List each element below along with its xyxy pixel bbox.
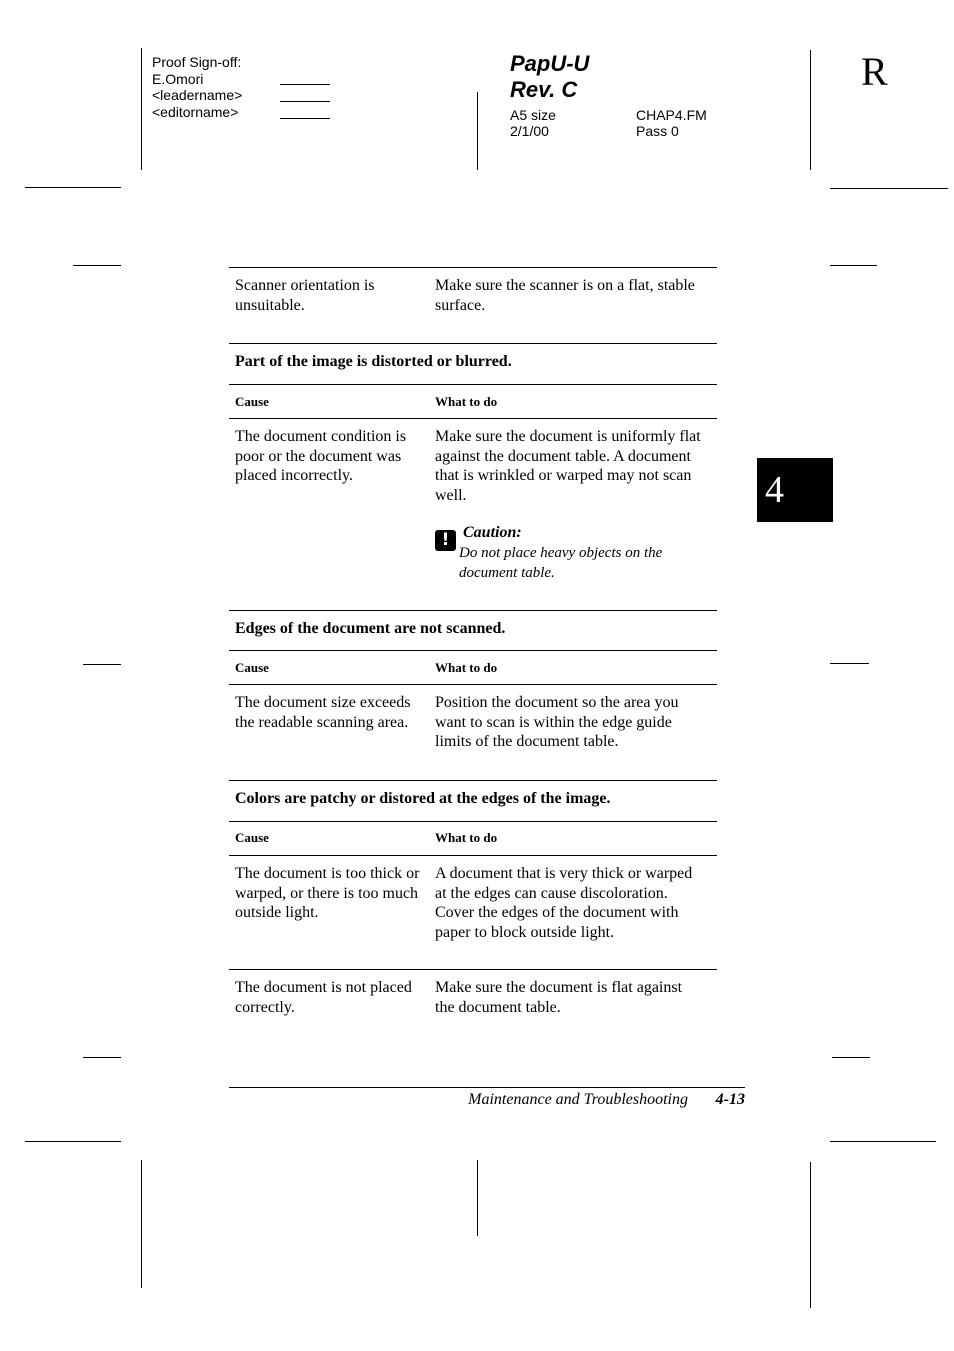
crop-line-bottom-left xyxy=(25,1141,121,1142)
remedy-cell: Make sure the scanner is on a flat, stable surface. xyxy=(435,277,695,314)
revision-label: Rev. C xyxy=(510,77,578,102)
table-rule xyxy=(229,684,717,685)
registration-mark: R xyxy=(861,49,888,94)
margin-mark-right-3 xyxy=(832,1057,870,1058)
column-header-what-to-do: What to do xyxy=(435,660,498,675)
column-header-what-to-do: What to do xyxy=(435,830,498,845)
table-rule xyxy=(229,969,717,970)
caution-title: Caution: xyxy=(463,524,522,541)
table-rule xyxy=(229,780,717,781)
table-rule xyxy=(229,418,717,419)
caution-text: Do not place heavy objects on the document table. xyxy=(459,545,663,581)
section-heading: Edges of the document are not scanned. xyxy=(235,620,506,637)
footer-rule xyxy=(229,1087,745,1088)
table-rule xyxy=(229,267,717,268)
remedy-cell: Position the document so the area you want to scan is within the edge guide limits of the document table. xyxy=(435,694,679,750)
cause-cell: The document is not placed correctly. xyxy=(235,979,412,1016)
margin-mark-left-1 xyxy=(73,265,121,266)
column-header-cause: Cause xyxy=(235,660,269,675)
footer-section-title: Maintenance and Troubleshooting xyxy=(468,1091,688,1108)
column-header-cause: Cause xyxy=(235,830,269,845)
crop-line-right-top xyxy=(810,50,811,170)
crop-line-top-right xyxy=(830,188,948,189)
column-header-what-to-do: What to do xyxy=(435,394,498,409)
crop-line-right-bottom xyxy=(810,1162,811,1308)
cause-cell: The document is too thick or warped, or there is too much outside light. xyxy=(235,865,420,921)
column-header-cause: Cause xyxy=(235,394,269,409)
margin-mark-right-2 xyxy=(830,663,869,664)
section-heading: Part of the image is distorted or blurred. xyxy=(235,353,512,370)
cause-cell: Scanner orientation is unsuitable. xyxy=(235,277,375,314)
proof-signoff-line-1: E.Omori xyxy=(152,71,204,87)
page-size-label: A5 size xyxy=(510,107,556,123)
caution-exclamation-icon: ! xyxy=(435,530,456,551)
proof-signoff-title: Proof Sign-off: xyxy=(152,54,242,70)
table-rule xyxy=(229,610,717,611)
signoff-blank-2 xyxy=(280,101,330,102)
margin-mark-right-1 xyxy=(830,265,877,266)
crop-line-left-bottom xyxy=(141,1160,142,1288)
file-name-label: CHAP4.FM xyxy=(636,107,707,123)
margin-mark-left-2 xyxy=(83,664,121,665)
proof-signoff-line-2: <leadername> xyxy=(152,87,243,103)
crop-line-center-bottom xyxy=(477,1160,478,1236)
proof-signoff-line-3: <editorname> xyxy=(152,104,239,120)
table-rule xyxy=(229,855,717,856)
table-rule xyxy=(229,343,717,344)
remedy-cell: Make sure the document is flat against the document table. xyxy=(435,979,683,1016)
chapter-tab xyxy=(757,458,833,522)
page-number: 4-13 xyxy=(715,1091,745,1108)
pass-label: Pass 0 xyxy=(636,123,679,139)
remedy-cell: A document that is very thick or warped at the edges can cause discoloration. Cover the edges of the document with paper to block outside light. xyxy=(435,865,693,941)
margin-mark-left-3 xyxy=(83,1057,121,1058)
table-rule xyxy=(229,650,717,651)
signoff-blank-3 xyxy=(280,118,330,119)
date-label: 2/1/00 xyxy=(510,123,549,139)
table-rule xyxy=(229,384,717,385)
cause-cell: The document condition is poor or the document was placed incorrectly. xyxy=(235,428,407,484)
crop-line-top-left xyxy=(25,187,121,188)
crop-line-bottom-right xyxy=(830,1141,936,1142)
table-rule xyxy=(229,821,717,822)
remedy-cell: Make sure the document is uniformly flat against the document table. A document that is wrinkled or warped may not scan well. xyxy=(435,428,701,504)
crop-line-center-top xyxy=(477,92,478,170)
cause-cell: The document size exceeds the readable scanning area. xyxy=(235,694,411,731)
section-heading: Colors are patchy or distored at the edges of the image. xyxy=(235,790,611,807)
chapter-number: 4 xyxy=(765,469,784,511)
signoff-blank-1 xyxy=(280,84,330,85)
crop-line-left-top xyxy=(141,48,142,170)
product-name: PapU-U xyxy=(510,51,590,76)
